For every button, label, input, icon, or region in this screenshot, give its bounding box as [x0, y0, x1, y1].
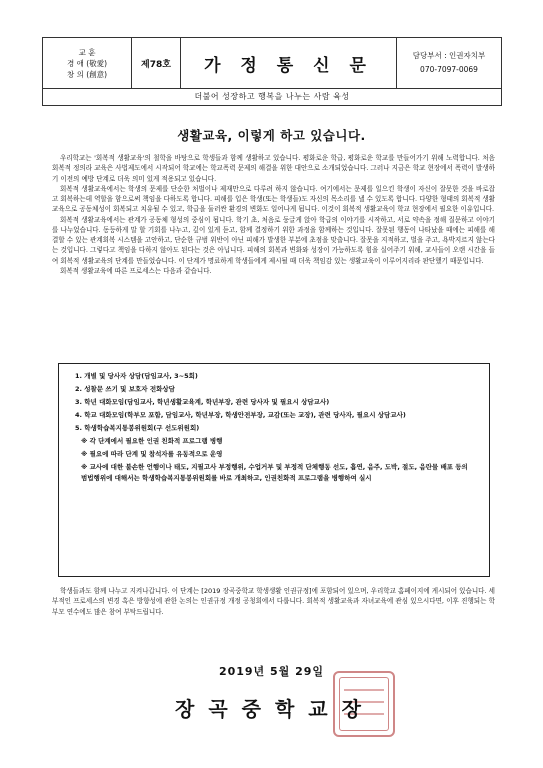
- motto-line-2: 창 의 (創意): [66, 69, 108, 79]
- process-note: ※ 교사에 대한 불손한 언행이나 태도, 지필고사 부정행위, 수업거부 및 부정적 단체행동 선도, 흡연, 음주, 도박, 절도, 음란물 배포 등의 범법행위에 대해서는 학생학습복지통봉위원회를 바로 개최하고, 인권친화적 프로그램을 병행하여 실시: [81, 463, 468, 482]
- paragraph: 회복적 생활교육에 따른 프로세스는 다음과 같습니다.: [60, 266, 212, 275]
- department: 담당부서 : 인권자치부: [412, 51, 486, 60]
- motto-line-1: 경 애 (敬愛): [66, 58, 108, 68]
- issue-number: 제78호: [132, 38, 181, 89]
- process-step: 4. 학교 대화모임(학부모 포함, 담임교사, 학년부장, 학생안전부장, 교감(또는 교장), 관련 당사자, 필요시 상담교사): [75, 411, 406, 419]
- process-note: ※ 각 단계에서 필요한 인권 친화적 프로그램 병행: [81, 437, 223, 445]
- motto-label: 교 훈: [78, 47, 96, 57]
- article-body: [52, 153, 495, 276]
- newsletter-title: 가 정 통 신 문: [181, 38, 397, 89]
- contact-info: [397, 38, 502, 89]
- closing-paragraph: [52, 586, 495, 617]
- process-steps-box: [58, 363, 490, 577]
- process-note: ※ 필요에 따라 단계 및 참석자를 유동적으로 운영: [81, 450, 223, 458]
- school-motto: [43, 38, 132, 89]
- process-step: 2. 성찰문 쓰기 및 보호자 전화상담: [75, 385, 175, 393]
- phone-number: 070-7097-0069: [420, 65, 478, 74]
- seal-glyph-line: [344, 689, 384, 691]
- paragraph: 우리학교는 '회복적 생활교육'의 철학을 바탕으로 학생들과 함께 생활하고 있습니다. 평화로운 학급, 평화로운 학교를 만들어가기 위해 노력합니다. 처음 회복적 정의라 교육은 사법제도에서 시작되어 학교에는 학교폭력 문제의 해결을 위한 대안으로 소개되었습니다. 그러나 지금은 학교 현장에서 폭력이 발생하기 이전의 예방 단계로 더욱 의미 있게 적용되고 있습니다.: [52, 154, 495, 183]
- paragraph: 회복적 생활교육에서는 학생의 문제를 단순한 처벌이나 제재만으로 다루려 하지 않습니다. 여기에서는 문제를 일으킨 학생이 자신이 잘못한 것을 바로잡고 회복하는데 역할을 함으로써 책임을 다하도록 합니다. 피해를 입은 학생(또는 학생들)도 자신의 목소리를 낼 수 있도록 합니다. 다양한 형태의 회복적 생활교육으로 공동체성이 회복되고 치유될 수 있고, 학급을 둘러싼 환경의 변화도 일어나게 됩니다. 이것이 회복적 생활교육이 학교 현장에서 필요한 이유입니다.: [52, 184, 496, 214]
- school-slogan: 더불어 성장하고 행복을 나누는 사람 육성: [42, 89, 502, 106]
- issue-date: 2019년 5월 29일: [218, 665, 325, 678]
- paragraph: 회복적 생활교육에서는 관계가 공동체 형성의 중심이 됩니다. 학기 초, 처음로 둥글게 앉아 학급의 이야기를 시작하고, 서로 약속을 정해 질문하고 이야기를 나누었습니다. 동등하게 말 할 기회를 나누고, 깊이 있게 듣고, 함께 결정하기 위한 과정을 함께하는 것입니다. 잘못된 행동이 나타났을 때에는 피해를 해결할 수 있는 관계회복 시스템을 고안하고, 단순한 규범 위반이 아닌 피해가 발생한 부분에 초점을 맞춥니다. 잘못을 지적하고, 벌을 주고, 욕박지르지 않는다는 것입니다. 그렇다고 책임을 다하지 않아도 된다는 것은 아닙니다. 피해의 회복과 변화와 성장이 가능하도록 힘을 실어주기 위해, 교사들이 오랜 시간을 들여 회복적 생활교육의 단계를 만들었습니다. 이 단계가 명료하게 학생들에게 제시될 때 더욱 책임감 있는 생활교육이 이루어지리라 판단했기 때문입니다.: [52, 215, 495, 265]
- school-principal-signature: 장곡중학교장: [175, 697, 375, 721]
- process-step: 3. 학년 대화모임(담임교사, 학년생활교육계, 학년부장, 관련 당사자 및 필요시 상담교사): [75, 398, 330, 406]
- process-step: 5. 학생학습복지통봉위원회(구 선도위원회): [75, 424, 200, 432]
- header-table: [42, 37, 502, 89]
- article-headline: 생활교육, 이렇게 하고 있습니다.: [177, 128, 366, 143]
- process-list: [75, 371, 475, 483]
- process-step: 1. 개별 및 당사자 상담(담임교사, 3~5회): [75, 372, 198, 380]
- paragraph: 학생들과도 함께 나누고 지켜나갑니다. 이 단계는 [2019 장곡중학교 학생생활 인권규정]에 포함되어 있으며, 우리학교 홈페이지에 게시되어 있습니다. 세부적인 프로세스의 변경 혹은 방향성에 관한 논의는 인권규정 개정 공청회에서 다룹니다. 회복적 생활교육과 자녀교육에 관심 있으시다면, 이후 진행되는 학부모 연수에도 많은 참여 부탁드립니다.: [52, 587, 495, 616]
